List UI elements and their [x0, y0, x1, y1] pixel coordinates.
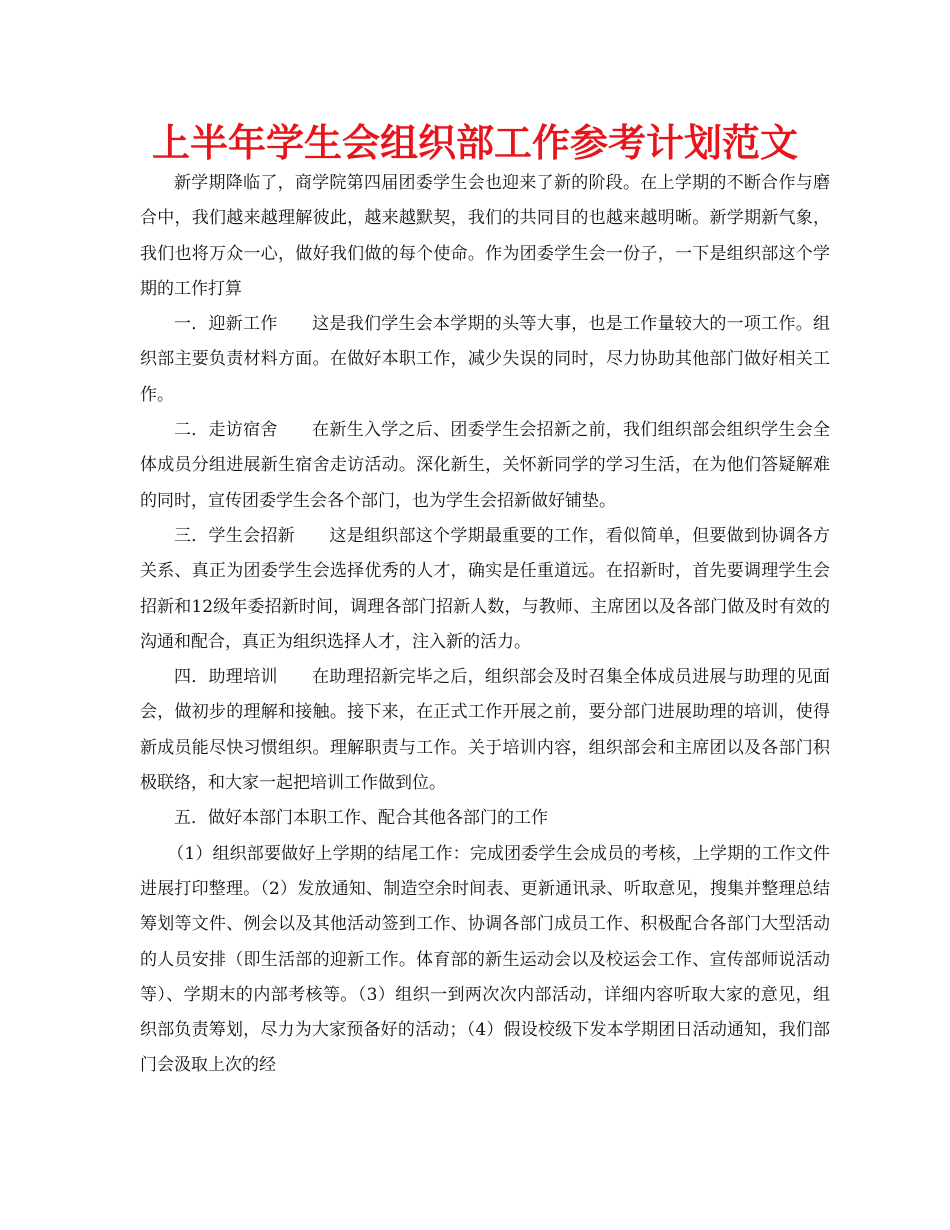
paragraph-section-4: 四．助理培训 在助理招新完毕之后，组织部会及时召集全体成员进展与助理的见面会，做初步的理解和接触。接下来，在正式工作开展之前，要分部门进展助理的培训，使得新成员能尽快习惯组织。理解职责与工作。关于培训内容，组织部会和主席团以及各部门积极联络，和大家一起把培训工作做到位。	[140, 667, 830, 794]
paragraph-section-5-heading: 五．做好本部门本职工作、配合其他各部门的工作	[174, 808, 548, 829]
paragraph-section-5-details: （1）组织部要做好上学期的结尾工作：完成团委学生会成员的考核，上学期的工作文件进展打印整理。（2）发放通知、制造空余时间表、更新通讯录、听取意见，搜集并整理总结筹划等文件、例会以及其他活动签到工作、协调各部门成员工作、积极配合各部门大型活动的人员安排（即生活部的迎新工作。体育部的新生运动会以及校运会工作、宣传部师说活动等）、学期末的内部考核等。（3）组织一到两次次内部活动，详细内容听取大家的意见，组织部负责筹划，尽力为大家预备好的活动；（4）假设校级下发本学期团日活动通知，我们部门会汲取上次的经	[140, 843, 830, 1076]
paragraph-section-2: 二．走访宿舍 在新生入学之后、团委学生会招新之前，我们组织部会组织学生会全体成员分组进展新生宿舍走访活动。深化新生，关怀新同学的学习生活，在为他们答疑解难的同时，宣传团委学生会各个部门，也为学生会招新做好铺垫。	[140, 420, 830, 511]
paragraph-intro: 新学期降临了，商学院第四届团委学生会也迎来了新的阶段。在上学期的不断合作与磨合中，我们越来越理解彼此，越来越默契，我们的共同目的也越来越明晰。新学期新气象，我们也将万众一心，做好我们做的每个使命。作为团委学生会一份子，一下是组织部这个学期的工作打算	[140, 173, 830, 299]
paragraph-section-1: 一．迎新工作 这是我们学生会本学期的头等大事，也是工作量较大的一项工作。组织部主要负责材料方面。在做好本职工作，减少失误的同时，尽力协助其他部门做好相关工作。	[140, 314, 830, 405]
paragraph-section-3: 三．学生会招新 这是组织部这个学期最重要的工作，看似简单，但要做到协调各方关系、真正为团委学生会选择优秀的人才，确实是任重道远。在招新时，首先要调理学生会招新和12级年委招新时间，调理各部门招新人数，与教师、主席团以及各部门做及时有效的沟通和配合，真正为组织选择人才，注入新的活力。	[140, 525, 830, 652]
document-body	[140, 166, 830, 1084]
document-title: 上半年学生会组织部工作参考计划范文	[151, 121, 798, 165]
